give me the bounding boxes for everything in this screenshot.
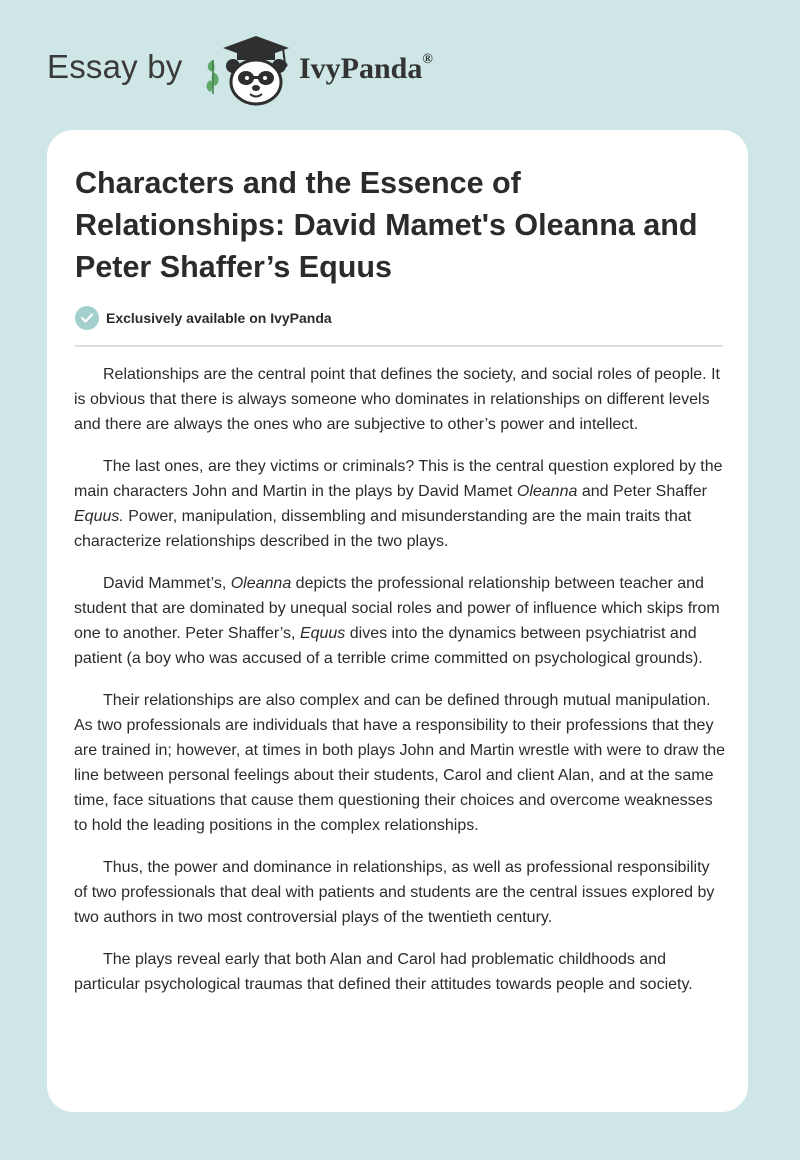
play-title-oleanna: Oleanna xyxy=(516,483,578,500)
paragraph-4: Their relationships are also complex and can be defined through mutual manipulation. As two professionals are individuals that have a responsibility to their professions that they are trained in; however, at times in both plays John and Martin wrestle with were to draw the line between personal feelings about their students, Carol and client Alan, and at the same time, face situations that cause them questioning their choices and overcome weaknesses to hold the leading positions in the complex relationships. xyxy=(74,692,725,834)
panda-logo-icon[interactable] xyxy=(203,36,293,108)
play-title-equus: Equus. xyxy=(74,508,124,525)
paragraph-5: Thus, the power and dominance in relationships, as well as professional responsibility of two professionals that deal with patients and students are the central issues explored by two authors in two most controversial plays of the twentieth century. xyxy=(74,859,715,926)
paragraph-3-text-e: dives into the dynamics between psychiatrist and patient (a boy who was accused of a terrible crime committed on psychological grounds). xyxy=(74,625,703,667)
paragraph-6: The plays reveal early that both Alan and Carol had problematic childhoods and particular psychological traumas that defined their attitudes towards people and society. xyxy=(74,951,693,993)
essay-title: Characters and the Essence of Relationships: David Mamet's Oleanna and Peter Shaffer’s Equus xyxy=(75,166,698,284)
paragraph-2 xyxy=(74,454,726,554)
exclusive-badge xyxy=(75,306,332,330)
brand-name[interactable] xyxy=(299,52,433,86)
play-title-equus: Equus xyxy=(299,625,346,642)
essay-by-label: Essay by xyxy=(47,48,183,85)
paragraph-2-text-e: Power, manipulation, dissembling and misunderstanding are the main traits that characterize relationships described in the two plays. xyxy=(74,508,692,550)
registered-mark: ® xyxy=(422,52,433,67)
paragraph-3-text-a: David Mammet’s, xyxy=(103,575,231,592)
paragraph-3 xyxy=(74,571,726,671)
site-header xyxy=(47,36,507,108)
essay-body xyxy=(74,362,726,1014)
check-icon xyxy=(75,306,99,330)
leaf-icon xyxy=(207,60,219,94)
badge-label: Exclusively available on IvyPanda xyxy=(106,310,332,326)
essay-card xyxy=(47,130,748,1112)
divider xyxy=(75,345,723,347)
paragraph-3-text-c: depicts the professional relationship between teacher and student that are dominated by unequal social roles and power of influence which skips from one to another. Peter Shaffer’s, xyxy=(74,575,720,642)
play-title-oleanna: Oleanna xyxy=(230,575,292,592)
brand-text: IvyPanda xyxy=(299,52,423,85)
paragraph-2-text-a: The last ones, are they victims or criminals? This is the central question explored by the main characters John and Martin in the plays by David Mamet xyxy=(74,458,723,500)
paragraph-1: Relationships are the central point that defines the society, and social roles of people. It is obvious that there is always someone who dominates in relationships on different levels and there are always the ones who are subjective to other’s power and intellect. xyxy=(74,366,720,433)
paragraph-2-text-c: and Peter Shaffer xyxy=(577,483,707,500)
